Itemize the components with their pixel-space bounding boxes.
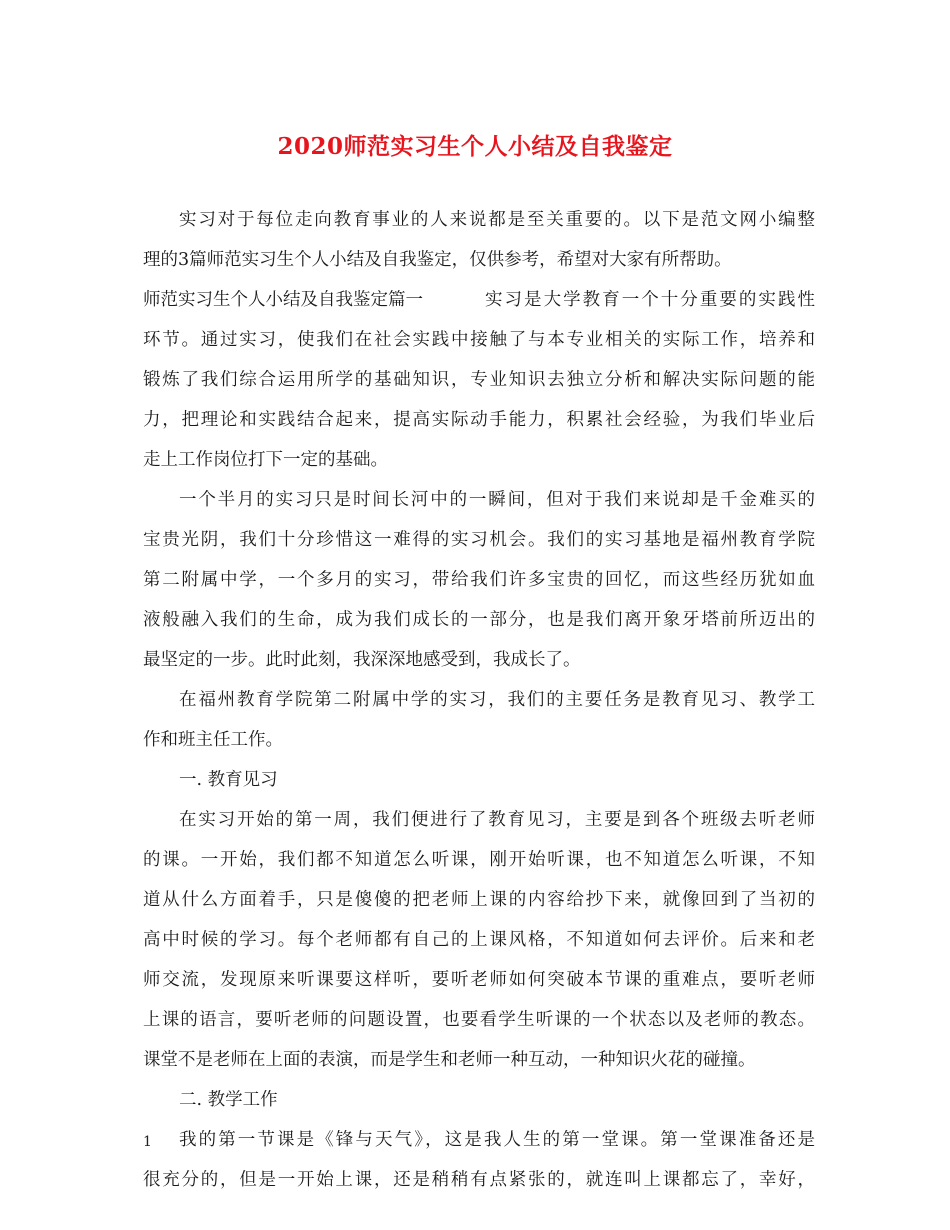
text-line: 走上工作岗位打下一定的基础。 [143, 450, 388, 470]
text-line: 上课的语言，要听老师的问题设置，也要看学生听课的一个状态以及老师的教态。 [143, 1010, 815, 1030]
text-line: 作和班主任工作。 [143, 730, 283, 750]
text-line: 一个半月的实习只是时间长河中的一瞬间，但对于我们来说却是千金难买的 [179, 490, 815, 510]
text-line: 师交流，发现原来听课要这样听，要听老师如何突破本节课的重难点，要听老师 [143, 970, 815, 990]
text-line: 力，把理论和实践结合起来，提高实际动手能力，积累社会经验，为我们毕业后 [143, 410, 815, 430]
text-segment: 实习是大学教育一个十分重要的实践性 [485, 290, 815, 310]
text-line: 理的3篇师范实习生个人小结及自我鉴定，仅供参考，希望对大家有所帮助。 [143, 250, 732, 270]
text-line: 我的第一节课是《锋与天气》，这是我人生的第一堂课。第一堂课准备还是 [179, 1130, 815, 1150]
text-line: 宝贵光阴，我们十分珍惜这一难得的实习机会。我们的实习基地是福州教育学院 [143, 530, 815, 550]
text-line: 道从什么方面着手，只是傻傻的把老师上课的内容给抄下来，就像回到了当初的 [143, 890, 815, 910]
document-body [143, 200, 815, 1200]
document-title: 2020师范实习生个人小结及自我鉴定 [277, 133, 673, 160]
text-line: 实习对于每位走向教育事业的人来说都是至关重要的。以下是范文网小编整 [179, 210, 815, 230]
text-line: 最坚定的一步。此时此刻，我深深地感受到，我成长了。 [143, 650, 581, 670]
section-heading: 二. 教学工作 [179, 1090, 278, 1110]
text-line: 第二附属中学，一个多月的实习，带给我们许多宝贵的回忆，而这些经历犹如血 [143, 570, 815, 590]
text-line: 液般融入我们的生命，成为我们成长的一部分，也是我们离开象牙塔前所迈出的 [143, 610, 815, 630]
text-line: 的课。一开始，我们都不知道怎么听课，刚开始听课，也不知道怎么听课，不知 [143, 850, 815, 870]
text-line: 在福州教育学院第二附属中学的实习，我们的主要任务是教育见习、教学工 [179, 690, 815, 710]
section-heading: 师范实习生个人小结及自我鉴定篇一 [143, 290, 423, 310]
text-line: 锻炼了我们综合运用所学的基础知识，专业知识去独立分析和解决实际问题的能 [143, 370, 815, 390]
page-number: 1 [143, 1134, 152, 1150]
text-line: 课堂不是老师在上面的表演，而是学生和老师一种互动，一种知识火花的碰撞。 [143, 1050, 756, 1070]
text-line: 环节。通过实习，使我们在社会实践中接触了与本专业相关的实际工作，培养和 [143, 330, 815, 350]
text-line: 很充分的，但是一开始上课，还是稍稍有点紧张的，就连叫上课都忘了，幸好， [143, 1170, 815, 1190]
text-line-split [143, 280, 815, 320]
text-line: 高中时候的学习。每个老师都有自己的上课风格，不知道如何去评价。后来和老 [143, 930, 815, 950]
section-heading: 一. 教育见习 [179, 770, 278, 790]
text-line: 在实习开始的第一周，我们便进行了教育见习，主要是到各个班级去听老师 [179, 810, 815, 830]
